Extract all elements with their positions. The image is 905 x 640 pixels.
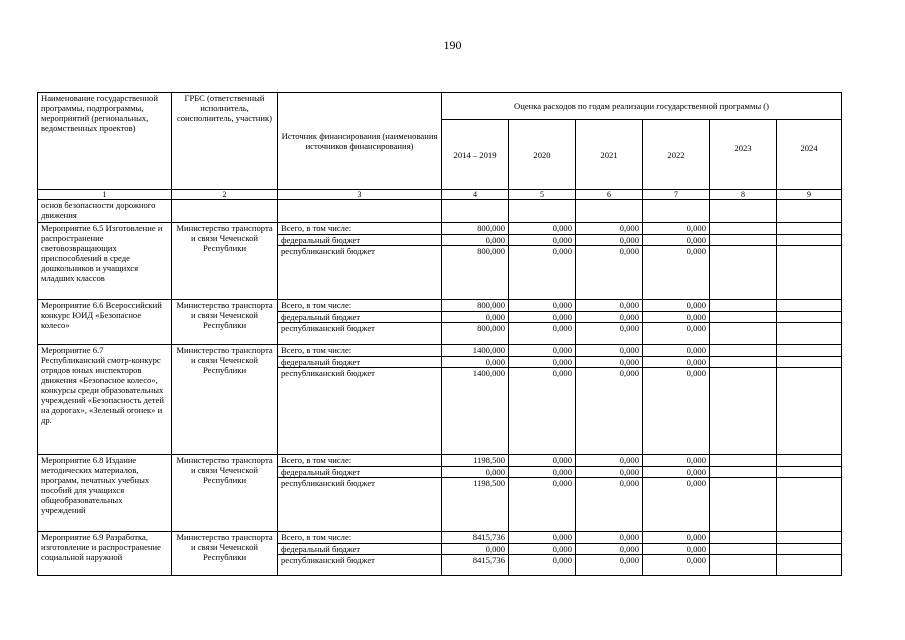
budget-table bbox=[37, 92, 842, 576]
value-cell: 0,000 bbox=[576, 532, 643, 544]
value-cell bbox=[777, 544, 842, 555]
value-cell: 0,000 bbox=[643, 312, 710, 323]
column-number: 8 bbox=[710, 190, 777, 200]
value-cell: 0,000 bbox=[576, 467, 643, 478]
column-number: 2 bbox=[172, 190, 278, 200]
event-name: Мероприятие 6.6 Всероссийский конкурс ЮИД «Безопасное колесо» bbox=[38, 300, 172, 345]
value-cell: 0,000 bbox=[643, 455, 710, 467]
value-cell: 0,000 bbox=[509, 368, 576, 455]
value-cell bbox=[777, 357, 842, 368]
header-estimate: Оценка расходов по годам реализации государственной программы () bbox=[442, 93, 842, 120]
value-cell: 0,000 bbox=[509, 246, 576, 300]
value-cell bbox=[710, 323, 777, 345]
source-cell: федеральный бюджет bbox=[278, 357, 442, 368]
value-cell: 0,000 bbox=[576, 345, 643, 357]
header-name: Наименование государственной программы, подпрограммы, мероприятий (региональных, ведомственных проектов) bbox=[38, 93, 172, 190]
value-cell: 1198,500 bbox=[442, 478, 509, 532]
value-cell: 1198,500 bbox=[442, 455, 509, 467]
value-cell bbox=[777, 223, 842, 235]
value-cell: 0,000 bbox=[509, 345, 576, 357]
value-cell: 0,000 bbox=[643, 357, 710, 368]
value-cell: 0,000 bbox=[509, 544, 576, 555]
value-cell bbox=[777, 455, 842, 467]
value-cell: 0,000 bbox=[442, 235, 509, 246]
value-cell bbox=[710, 300, 777, 312]
value-cell: 0,000 bbox=[509, 478, 576, 532]
value-cell bbox=[777, 532, 842, 544]
value-cell: 0,000 bbox=[509, 312, 576, 323]
value-cell bbox=[777, 478, 842, 532]
value-cell: 0,000 bbox=[509, 235, 576, 246]
value-cell: 0,000 bbox=[576, 357, 643, 368]
value-cell: 0,000 bbox=[643, 235, 710, 246]
continuation-row bbox=[38, 200, 842, 223]
value-cell: 0,000 bbox=[509, 300, 576, 312]
header-source: Источник финансирования (наименования источников финансирования) bbox=[278, 93, 442, 190]
source-cell: Всего, в том числе: bbox=[278, 345, 442, 357]
value-cell: 0,000 bbox=[576, 478, 643, 532]
value-cell: 0,000 bbox=[576, 455, 643, 467]
header-year: 2024 bbox=[777, 120, 842, 190]
source-cell: республиканский бюджет bbox=[278, 368, 442, 455]
value-cell: 0,000 bbox=[509, 357, 576, 368]
table-row bbox=[38, 300, 842, 312]
source-cell: республиканский бюджет bbox=[278, 478, 442, 532]
value-cell bbox=[777, 555, 842, 576]
source-cell: Всего, в том числе: bbox=[278, 223, 442, 235]
source-cell: республиканский бюджет bbox=[278, 555, 442, 576]
column-number: 7 bbox=[643, 190, 710, 200]
value-cell bbox=[710, 544, 777, 555]
value-cell: 0,000 bbox=[576, 235, 643, 246]
value-cell: 0,000 bbox=[576, 555, 643, 576]
page-number: 190 bbox=[443, 38, 462, 52]
value-cell: 0,000 bbox=[509, 555, 576, 576]
column-number-row bbox=[38, 190, 842, 200]
value-cell: 0,000 bbox=[643, 555, 710, 576]
value-cell: 0,000 bbox=[576, 368, 643, 455]
value-cell: 0,000 bbox=[442, 467, 509, 478]
value-cell bbox=[777, 235, 842, 246]
table-row bbox=[38, 223, 842, 235]
value-cell bbox=[710, 368, 777, 455]
source-cell: федеральный бюджет bbox=[278, 544, 442, 555]
header-year: 2020 bbox=[509, 120, 576, 190]
value-cell: 0,000 bbox=[509, 532, 576, 544]
event-name: Мероприятие 6.7 Республиканский смотр-конкурс отрядов юных инспекторов движения «Безопасное колесо», конкурсы среди образовательных учреждений «Безопасность детей на дорогах», «Зеленый огонек» и др. bbox=[38, 345, 172, 455]
event-grbs: Министерство транспорта и связи Чеченской Республики bbox=[172, 345, 278, 455]
header-grbs: ГРБС (ответственный исполнитель, соисполнитель, участник) bbox=[172, 93, 278, 190]
value-cell bbox=[777, 368, 842, 455]
table-row bbox=[38, 532, 842, 544]
value-cell bbox=[777, 246, 842, 300]
value-cell bbox=[710, 312, 777, 323]
value-cell: 0,000 bbox=[442, 544, 509, 555]
value-cell: 0,000 bbox=[643, 300, 710, 312]
value-cell: 800,000 bbox=[442, 246, 509, 300]
value-cell: 0,000 bbox=[509, 323, 576, 345]
column-number: 6 bbox=[576, 190, 643, 200]
column-number: 3 bbox=[278, 190, 442, 200]
source-cell: республиканский бюджет bbox=[278, 246, 442, 300]
value-cell: 0,000 bbox=[442, 357, 509, 368]
source-cell: республиканский бюджет bbox=[278, 323, 442, 345]
value-cell bbox=[710, 223, 777, 235]
value-cell: 0,000 bbox=[509, 467, 576, 478]
value-cell: 8415,736 bbox=[442, 532, 509, 544]
value-cell: 0,000 bbox=[643, 478, 710, 532]
event-name: Мероприятие 6.5 Изготовление и распространение световозвращающих приспособлений в среде дошкольников и учащихся младших классов bbox=[38, 223, 172, 300]
value-cell: 0,000 bbox=[576, 223, 643, 235]
value-cell: 0,000 bbox=[643, 323, 710, 345]
source-cell: федеральный бюджет bbox=[278, 312, 442, 323]
value-cell bbox=[710, 345, 777, 357]
source-cell: Всего, в том числе: bbox=[278, 455, 442, 467]
value-cell: 0,000 bbox=[576, 246, 643, 300]
value-cell: 0,000 bbox=[509, 455, 576, 467]
value-cell: 0,000 bbox=[643, 246, 710, 300]
source-cell: федеральный бюджет bbox=[278, 235, 442, 246]
value-cell: 0,000 bbox=[442, 312, 509, 323]
source-cell: федеральный бюджет bbox=[278, 467, 442, 478]
value-cell bbox=[777, 345, 842, 357]
value-cell: 0,000 bbox=[643, 223, 710, 235]
event-name: Мероприятие 6.8 Издание методических материалов, программ, печатных учебных пособий для учащихся общеобразовательных учреждений bbox=[38, 455, 172, 532]
value-cell: 0,000 bbox=[576, 312, 643, 323]
value-cell: 0,000 bbox=[576, 300, 643, 312]
value-cell: 1400,000 bbox=[442, 368, 509, 455]
table-row bbox=[38, 345, 842, 357]
value-cell: 8415,736 bbox=[442, 555, 509, 576]
column-number: 9 bbox=[777, 190, 842, 200]
value-cell: 0,000 bbox=[643, 544, 710, 555]
event-name: Мероприятие 6.9 Разработка, изготовление и распространение социальной наружной bbox=[38, 532, 172, 576]
header-year: 2023 bbox=[710, 120, 777, 190]
header-year: 2021 bbox=[576, 120, 643, 190]
value-cell bbox=[777, 300, 842, 312]
header-year: 2014 – 2019 bbox=[442, 120, 509, 190]
header-year: 2022 bbox=[643, 120, 710, 190]
event-grbs: Министерство транспорта и связи Чеченской Республики bbox=[172, 455, 278, 532]
table-row bbox=[38, 455, 842, 467]
value-cell bbox=[710, 532, 777, 544]
value-cell: 0,000 bbox=[576, 544, 643, 555]
source-cell: Всего, в том числе: bbox=[278, 532, 442, 544]
value-cell: 800,000 bbox=[442, 300, 509, 312]
value-cell bbox=[777, 323, 842, 345]
value-cell: 1400,000 bbox=[442, 345, 509, 357]
column-number: 1 bbox=[38, 190, 172, 200]
column-number: 5 bbox=[509, 190, 576, 200]
value-cell bbox=[710, 235, 777, 246]
event-grbs: Министерство транспорта и связи Чеченской Республики bbox=[172, 532, 278, 576]
value-cell bbox=[710, 246, 777, 300]
value-cell: 0,000 bbox=[509, 223, 576, 235]
value-cell bbox=[777, 312, 842, 323]
value-cell: 0,000 bbox=[643, 345, 710, 357]
value-cell: 0,000 bbox=[643, 532, 710, 544]
value-cell: 800,000 bbox=[442, 323, 509, 345]
column-number: 4 bbox=[442, 190, 509, 200]
source-cell: Всего, в том числе: bbox=[278, 300, 442, 312]
continuation-text: основ безопасности дорожного движения bbox=[38, 200, 172, 223]
value-cell bbox=[710, 555, 777, 576]
value-cell bbox=[710, 357, 777, 368]
value-cell bbox=[710, 478, 777, 532]
event-grbs: Министерство транспорта и связи Чеченской Республики bbox=[172, 300, 278, 345]
value-cell: 0,000 bbox=[576, 323, 643, 345]
value-cell: 800,000 bbox=[442, 223, 509, 235]
value-cell bbox=[710, 455, 777, 467]
value-cell bbox=[710, 467, 777, 478]
value-cell bbox=[777, 467, 842, 478]
table-header bbox=[38, 93, 842, 200]
event-grbs: Министерство транспорта и связи Чеченской Республики bbox=[172, 223, 278, 300]
value-cell: 0,000 bbox=[643, 467, 710, 478]
value-cell: 0,000 bbox=[643, 368, 710, 455]
